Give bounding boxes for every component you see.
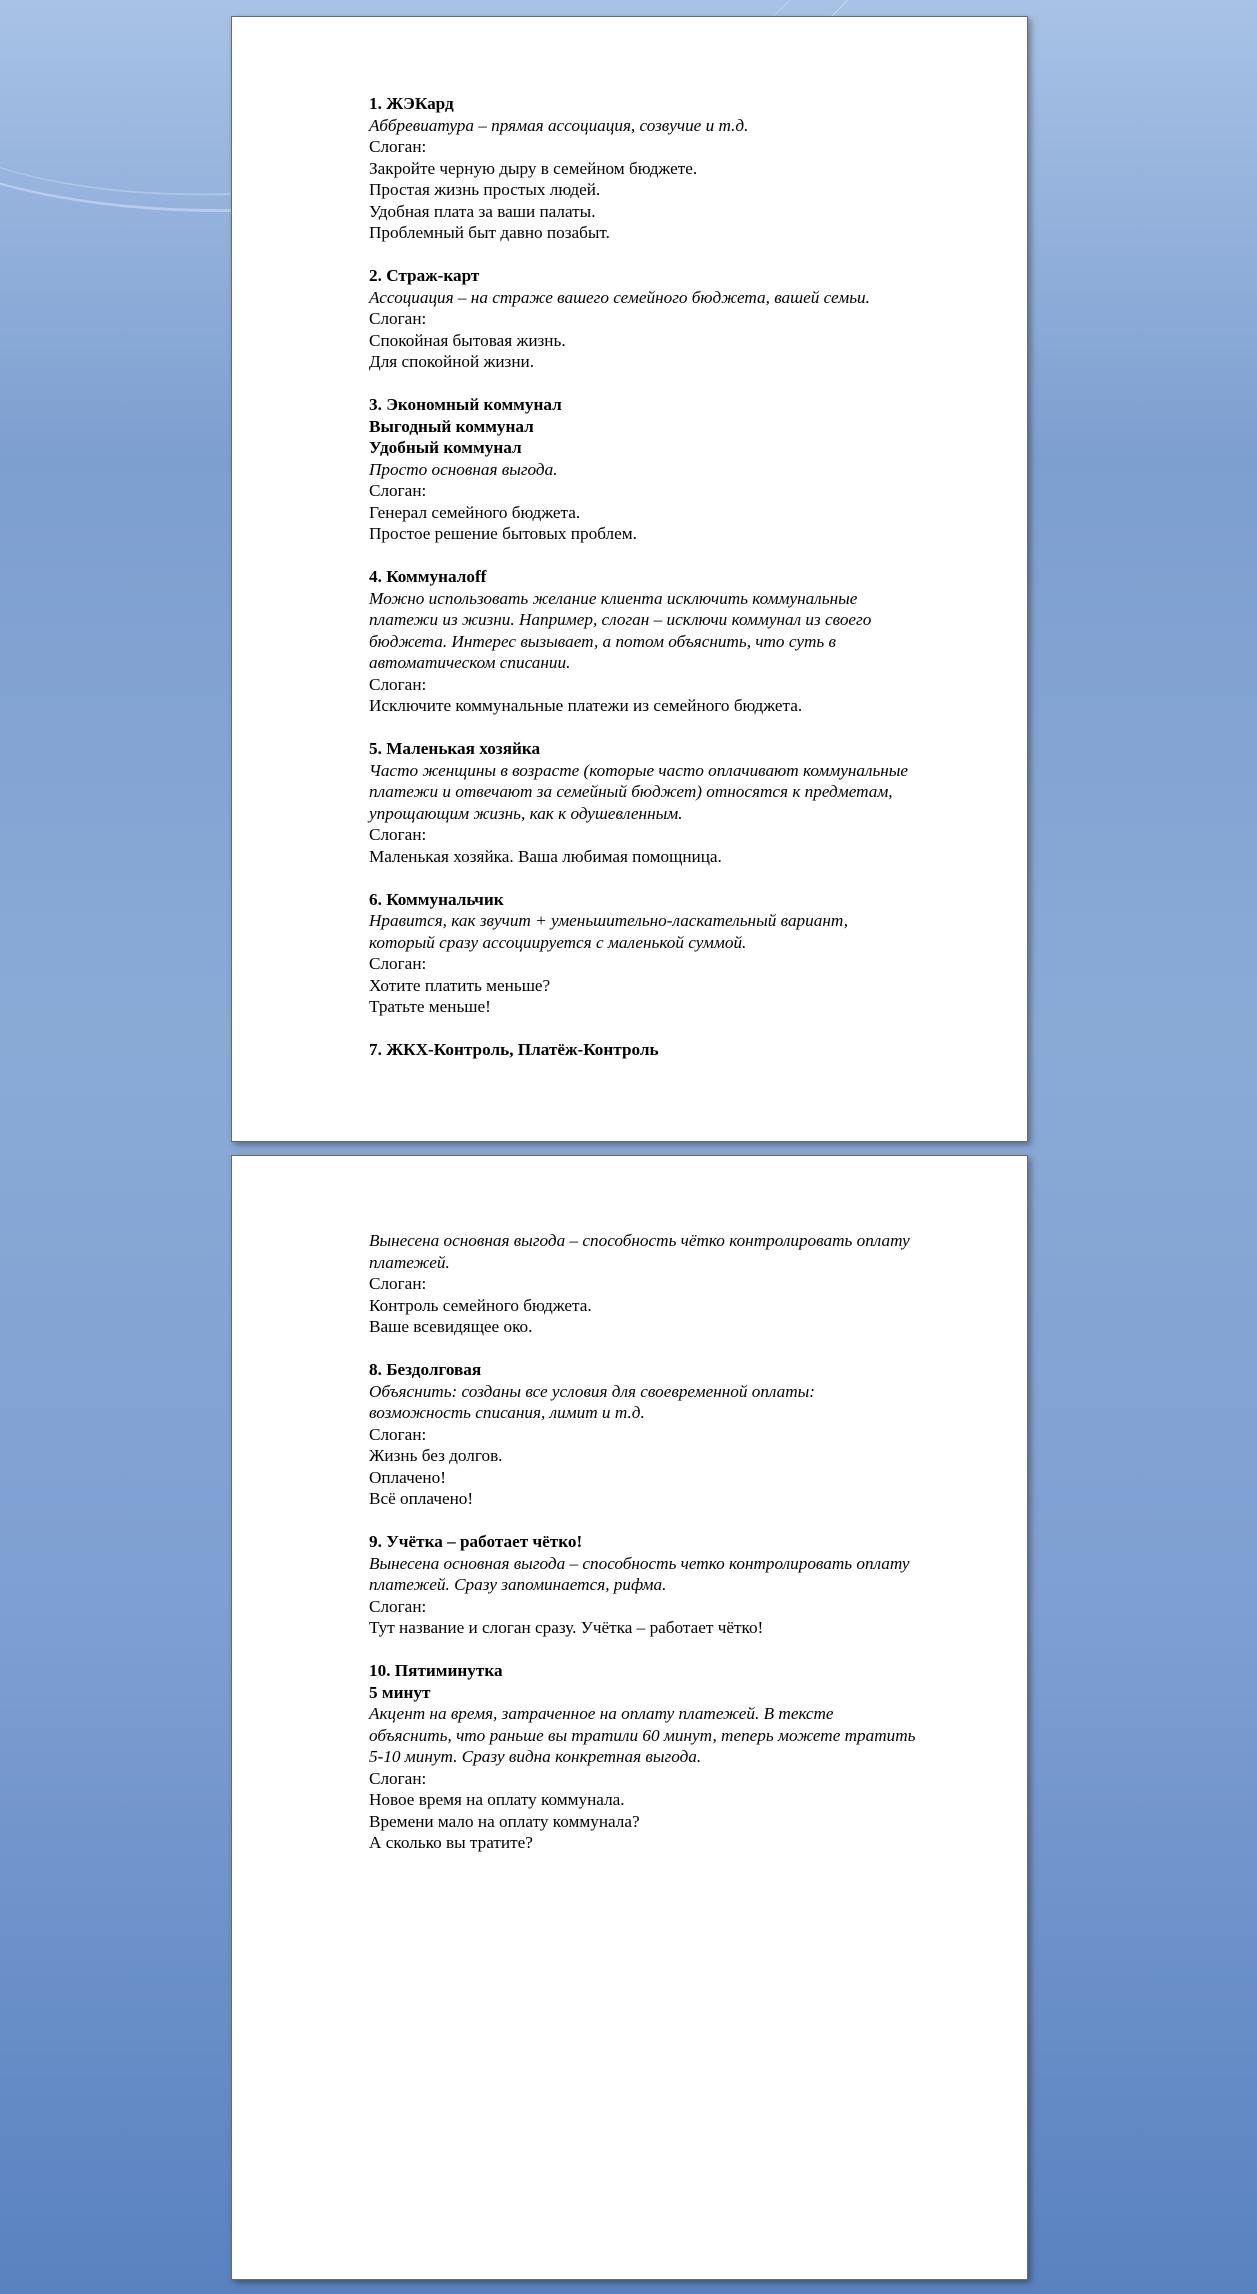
text-line: Слоган:: [369, 1768, 427, 1788]
description-line: Объяснить: созданы все условия для своевременной оплаты:: [369, 1381, 816, 1401]
text-line: Слоган:: [369, 1596, 427, 1616]
description-line: Вынесена основная выгода – способность четко контролировать оплату: [369, 1553, 910, 1573]
text-line: Удобная плата за ваши палаты.: [369, 201, 596, 221]
description-line: Ассоциация – на страже вашего семейного бюджета, вашей семьи.: [369, 287, 870, 307]
text-line: Ваше всевидящее око.: [369, 1317, 533, 1336]
description-line: платежи и отвечают за семейный бюджет) относятся к предметам,: [369, 782, 893, 801]
description-line: Можно использовать желание клиента исключить коммунальные: [369, 588, 858, 608]
description-line: Нравится, как звучит + уменьшительно-ласкательный вариант,: [369, 911, 848, 930]
text-line: Спокойная бытовая жизнь.: [369, 330, 566, 350]
text-line: Жизнь без долгов.: [369, 1446, 503, 1465]
text-line: А сколько вы тратите?: [369, 1833, 533, 1852]
text-line: Всё оплачено!: [369, 1489, 474, 1508]
text-line: Хотите платить меньше?: [369, 975, 551, 995]
text-line: Простая жизнь простых людей.: [369, 180, 601, 199]
description-line: Просто основная выгода.: [369, 459, 558, 479]
text-line: Слоган:: [369, 1274, 427, 1293]
text-line: Слоган:: [369, 1424, 427, 1444]
blank-line: [369, 867, 969, 889]
text-line: Слоган:: [369, 481, 427, 500]
blank-line: [369, 1338, 969, 1360]
text-line: Маленькая хозяйка. Ваша любимая помощница.: [369, 846, 722, 866]
text-line: Генерал семейного бюджета.: [369, 502, 581, 522]
description-line: автоматическом списании.: [369, 653, 571, 672]
section-heading: 7. ЖКХ-Контроль, Платёж-Контроль: [369, 1040, 659, 1059]
section-heading: Выгодный коммунал: [369, 416, 534, 436]
description-line: платежи из жизни. Например, слоган – исключи коммунал из своего: [369, 610, 872, 629]
section-heading: 10. Пятиминутка: [369, 1661, 503, 1680]
text-line: Тратьте меньше!: [369, 997, 491, 1016]
text-line: Для спокойной жизни.: [369, 352, 535, 371]
text-line: Контроль семейного бюджета.: [369, 1295, 592, 1315]
description-line: Акцент на время, затраченное на оплату платежей. В тексте: [369, 1704, 834, 1723]
description-line: Аббревиатура – прямая ассоциация, созвучие и т.д.: [369, 115, 749, 135]
description-line: упрощающим жизнь, как к одушевленным.: [369, 803, 683, 823]
text-line: Слоган:: [369, 825, 427, 844]
text-line: Слоган:: [369, 674, 427, 694]
blank-line: [369, 717, 969, 739]
text-line: Тут название и слоган сразу. Учётка – работает чётко!: [369, 1618, 764, 1637]
blank-line: [369, 1510, 969, 1532]
section-heading: 6. Коммунальчик: [369, 889, 504, 909]
blank-line: [369, 545, 969, 567]
description-line: объяснить, что раньше вы тратили 60 минут, теперь можете тратить: [369, 1725, 916, 1745]
description-line: бюджета. Интерес вызывает, а потом объяснить, что суть в: [369, 631, 836, 651]
section-heading: 1. ЖЭКард: [369, 94, 454, 113]
section-heading: 5 минут: [369, 1682, 431, 1702]
section-heading: 4. Коммуналoff: [369, 567, 487, 586]
description-line: платежей. Сразу запоминается, рифма.: [369, 1575, 667, 1594]
blank-line: [369, 244, 969, 266]
section-heading: 9. Учётка – работает чётко!: [369, 1532, 583, 1551]
description-line: Часто женщины в возрасте (которые часто оплачивают коммунальные: [369, 760, 909, 780]
section-heading: 3. Экономный коммунал: [369, 395, 562, 414]
text-line: Слоган:: [369, 309, 427, 328]
document-page-1[interactable]: [231, 16, 1028, 1142]
page-2-text: [369, 1230, 969, 1854]
description-line: который сразу ассоциируется с маленькой суммой.: [369, 932, 747, 952]
blank-line: [369, 1639, 969, 1661]
section-heading: Удобный коммунал: [369, 438, 522, 457]
description-line: Вынесена основная выгода – способность чётко контролировать оплату: [369, 1231, 910, 1250]
blank-line: [369, 1018, 969, 1040]
text-line: Исключите коммунальные платежи из семейного бюджета.: [369, 696, 803, 715]
text-line: Проблемный быт давно позабыт.: [369, 223, 610, 242]
page-1-text: [369, 93, 969, 1061]
section-heading: 2. Страж-карт: [369, 266, 480, 285]
text-line: Оплачено!: [369, 1467, 446, 1487]
text-line: Закройте черную дыру в семейном бюджете.: [369, 158, 698, 178]
description-line: платежей.: [369, 1252, 450, 1272]
text-line: Простое решение бытовых проблем.: [369, 524, 637, 543]
text-line: Слоган:: [369, 954, 427, 973]
text-line: Времени мало на оплату коммунала?: [369, 1811, 640, 1831]
blank-line: [369, 373, 969, 395]
text-line: Слоган:: [369, 137, 427, 156]
document-page-2[interactable]: [231, 1155, 1028, 2280]
description-line: возможность списания, лимит и т.д.: [369, 1403, 645, 1422]
section-heading: 8. Бездолговая: [369, 1360, 482, 1379]
text-line: Новое время на оплату коммунала.: [369, 1790, 625, 1809]
description-line: 5-10 минут. Сразу видна конкретная выгода.: [369, 1747, 702, 1766]
section-heading: 5. Маленькая хозяйка: [369, 739, 541, 758]
